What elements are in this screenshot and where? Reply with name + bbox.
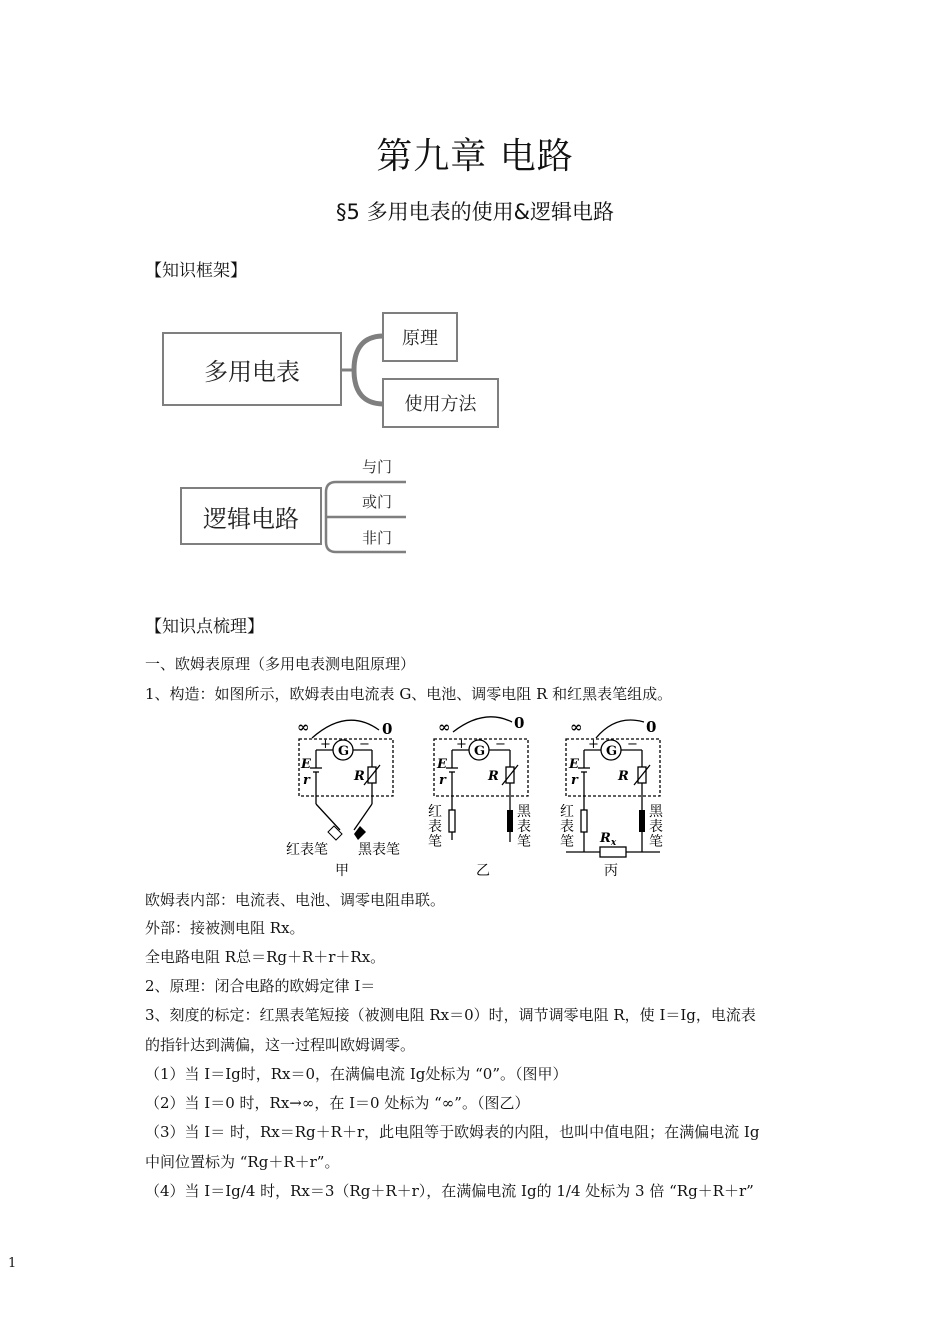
svg-text:r: r (571, 773, 578, 788)
text-line: 一、欧姆表原理（多用电表测电阻原理） (145, 655, 416, 673)
label-red-pen: 红表笔 (286, 842, 328, 858)
svg-text:∞: ∞ (438, 718, 451, 736)
text-line: （3）当 I＝ 时，Rx＝Rg＋R＋r，此电阻等于欧姆表的内阻，也叫中值电阻；在满偏电流 Ig (145, 1123, 760, 1141)
text-line: （4）当 I＝Ig/4 时，Rx＝3（Rg＋R＋r），在满偏电流 Ig的 1/4 处标为 3 倍 “Rg＋R＋r” (145, 1182, 754, 1200)
mindmap-node-usage: 使用方法 (382, 378, 499, 428)
mindmap-node-or-gate: 或门 (362, 493, 393, 511)
ohmmeter-circuit-c (556, 712, 676, 878)
svg-text:E: E (569, 757, 579, 772)
page-subtitle: §5 多用电表的使用&逻辑电路 (336, 200, 614, 224)
svg-text:笔: 笔 (649, 834, 663, 850)
caption-a: 甲 (335, 863, 349, 878)
mindmap-node-not-gate: 非门 (362, 529, 393, 547)
svg-text:G: G (474, 744, 486, 759)
svg-text:Rx: $R_x$ (600, 831, 617, 848)
mindmap-node-principle: 原理 (382, 312, 458, 362)
caption-b: 乙 (476, 863, 490, 878)
svg-text:笔: 笔 (560, 834, 574, 850)
mindmap-root-logic: 逻辑电路 (180, 487, 322, 545)
svg-text:0: 0 (514, 714, 525, 732)
svg-text:笔: 笔 (517, 834, 531, 850)
svg-text:黑: 黑 (517, 804, 531, 820)
svg-text:表: 表 (517, 819, 531, 835)
svg-text:R: R (618, 769, 629, 784)
section-heading-points: 【知识点梳理】 (145, 617, 264, 637)
svg-text:r: r (439, 773, 446, 788)
svg-text:R: R (488, 769, 499, 784)
svg-text:+: + (456, 737, 467, 752)
svg-text:表: 表 (560, 819, 574, 835)
label-g: G (338, 744, 350, 759)
svg-text:笔: 笔 (428, 834, 442, 850)
svg-text:红: 红 (560, 804, 574, 820)
label-inf: ∞ (297, 718, 310, 736)
svg-text:红: 红 (428, 804, 442, 820)
svg-text:−: − (495, 737, 506, 752)
label-black-pen: 黑表笔 (358, 842, 400, 858)
text-line: 全电路电阻 R总＝Rg＋R＋r＋Rx。 (145, 948, 386, 966)
text-line: 中间位置标为 “Rg＋R＋r”。 (145, 1153, 340, 1171)
svg-text:+: + (588, 737, 599, 752)
ohmmeter-circuit-a (282, 712, 412, 878)
label-e: E (301, 757, 311, 772)
ohmmeter-circuit-b (424, 712, 544, 878)
caption-c: 丙 (604, 863, 618, 878)
svg-text:黑: 黑 (649, 804, 663, 820)
svg-text:G: G (606, 744, 618, 759)
mindmap-root-multimeter: 多用电表 (162, 332, 342, 406)
label-r: r (303, 773, 310, 788)
text-line: 欧姆表内部：电流表、电池、调零电阻串联。 (145, 891, 446, 909)
svg-text:−: − (627, 737, 638, 752)
text-line: 外部：接被测电阻 Rx。 (145, 919, 305, 937)
section-heading-framework: 【知识框架】 (145, 261, 247, 281)
svg-text:E: E (437, 757, 447, 772)
label-R: R (354, 769, 365, 784)
text-line: 的指针达到满偏，这一过程叫欧姆调零。 (145, 1036, 416, 1054)
label-plus: + (320, 737, 331, 752)
text-line: （2）当 I＝0 时，Rx→∞，在 I＝0 处标为 “∞”。（图乙） (145, 1094, 530, 1112)
text-line: 1、构造：如图所示，欧姆表由电流表 G、电池、调零电阻 R 和红黑表笔组成。 (145, 685, 673, 703)
svg-text:0: 0 (646, 718, 657, 736)
mindmap-node-and-gate: 与门 (362, 458, 393, 476)
text-line: （1）当 I＝Ig时，Rx＝0，在满偏电流 Ig处标为 “0”。（图甲） (145, 1065, 568, 1083)
page-number: 1 (8, 1256, 17, 1271)
label-minus: − (359, 737, 370, 752)
label-zero: 0 (382, 720, 393, 738)
page-title: 第九章 电路 (376, 136, 574, 177)
text-line: 2、原理：闭合电路的欧姆定律 I＝ (145, 977, 376, 995)
svg-text:∞: ∞ (570, 718, 583, 736)
text-line: 3、刻度的标定：红黑表笔短接（被测电阻 Rx＝0）时，调节调零电阻 R，使 I＝Ig，电流表 (145, 1006, 756, 1024)
svg-text:表: 表 (649, 819, 663, 835)
svg-text:表: 表 (428, 819, 442, 835)
